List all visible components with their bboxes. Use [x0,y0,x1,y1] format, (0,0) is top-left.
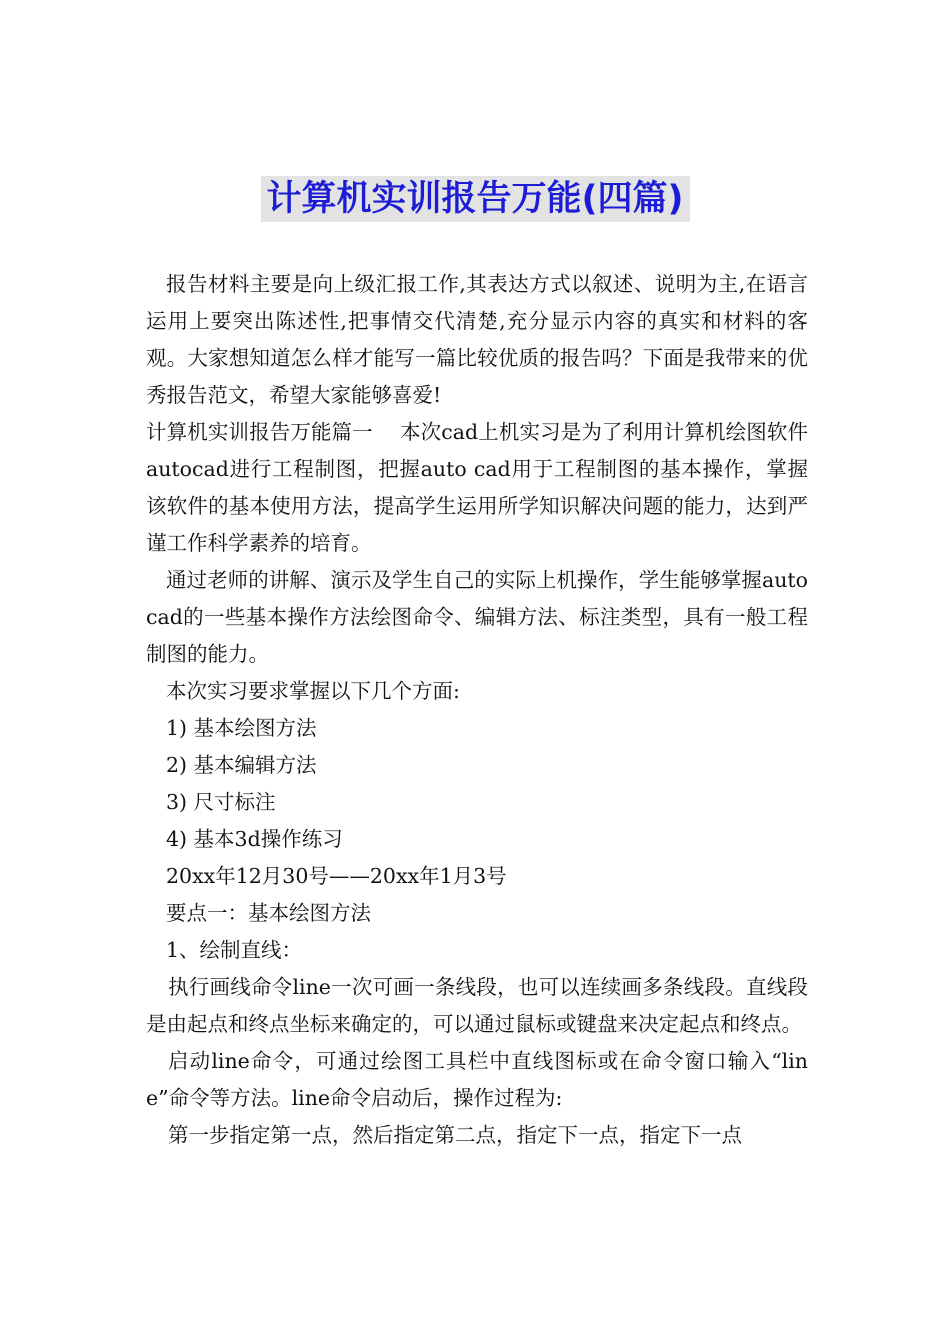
title-container [0,176,950,222]
paragraph-point-one: 要点一：基本绘图方法 [166,901,371,925]
list-item: 4) 基本3d操作练习 [166,827,343,851]
paragraph-intro: 报告材料主要是向上级汇报工作,其表达方式以叙述、说明为主,在语言运用上要突出陈述性,把事情交代清楚,充分显示内容的真实和材料的客观。大家想知道怎么样才能写一篇比较优质的报告吗？下面是我带来的优秀报告范文，希望大家能够喜爱! [146,272,808,407]
document-body [146,266,808,1154]
paragraph-line-command: 执行画线命令line一次可画一条线段，也可以连续画多条线段。直线段是由起点和终点坐标来确定的，可以通过鼠标或键盘来决定起点和终点。 [146,975,808,1036]
paragraph-date-range: 20xx年12月30号——20xx年1月3号 [166,864,507,888]
paragraph-draw-line-heading: 1、绘制直线： [166,938,303,962]
paragraph-section-1: 计算机实训报告万能篇一 本次cad上机实习是为了利用计算机绘图软件autocad进行工程制图，把握auto cad用于工程制图的基本操作，掌握该软件的基本使用方法，提高学生运用所学知识解决问题的能力，达到严谨工作科学素养的培育。 [146,420,808,555]
paragraph-steps: 第一步指定第一点，然后指定第二点，指定下一点，指定下一点 [168,1123,742,1147]
list-item: 2) 基本编辑方法 [166,753,317,777]
paragraph-start-line: 启动line命令，可通过绘图工具栏中直线图标或在命令窗口输入“line”命令等方法。line命令启动后，操作过程为: [146,1049,808,1110]
list-item: 3) 尺寸标注 [166,790,276,814]
paragraph-teaching: 通过老师的讲解、演示及学生自己的实际上机操作，学生能够掌握autocad的一些基本操作方法绘图命令、编辑方法、标注类型，具有一般工程制图的能力。 [146,568,808,666]
document-title: 计算机实训报告万能(四篇) [261,176,690,222]
paragraph-requirements: 本次实习要求掌握以下几个方面: [166,679,460,703]
list-item: 1) 基本绘图方法 [166,716,317,740]
